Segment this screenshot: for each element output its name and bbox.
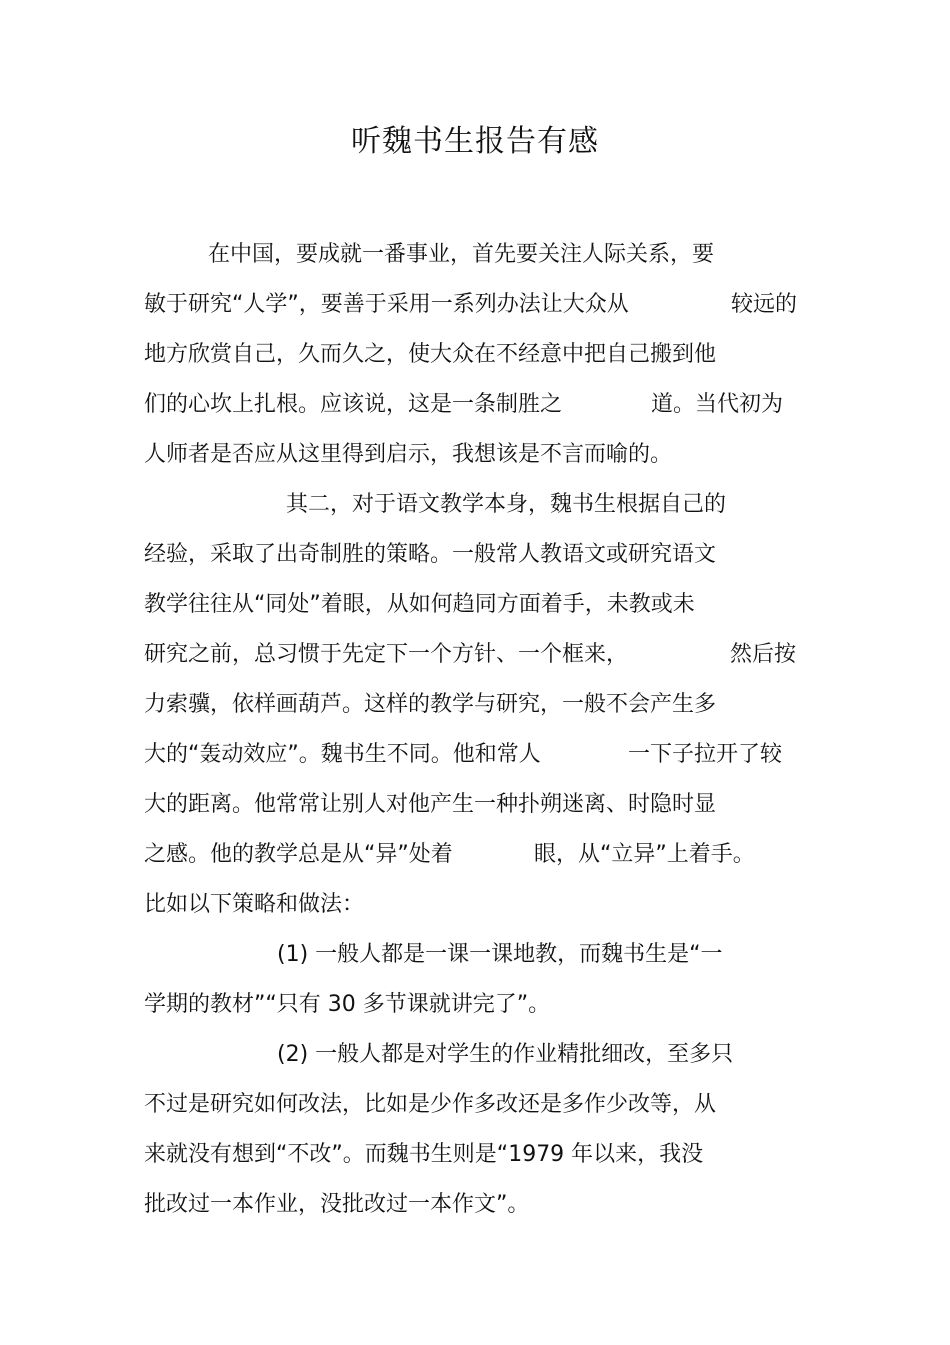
- text-line: 来就没有想到“不改”。而魏书生则是“1979 年以来，我没: [144, 1142, 704, 1167]
- text-line: 地方欣赏自己，久而久之，使大众在不经意中把自己搬到他: [144, 342, 717, 367]
- text-line: 教学往往从“同处”着眼，从如何趋同方面着手，未教或未: [144, 592, 695, 617]
- text-line: 一下子拉开了较: [628, 742, 783, 767]
- text-line: 在中国，要成就一番事业，首先要关注人际关系，要: [208, 242, 715, 267]
- text-line: 然后按: [730, 642, 797, 667]
- text-line: 眼，从“立异”上着手。: [534, 842, 755, 867]
- text-line: 敏于研究“人学”，要善于采用一系列办法让大众从: [144, 292, 629, 317]
- text-line: 之感。他的教学总是从“异”处着: [144, 842, 453, 867]
- text-line: 们的心坎上扎根。应该说，这是一条制胜之: [144, 392, 563, 417]
- text-line: 比如以下策略和做法：: [144, 892, 365, 917]
- text-line: (2) 一般人都是对学生的作业精批细改，至多只: [277, 1042, 734, 1067]
- text-line: 较远的: [731, 292, 798, 317]
- text-line: 道。当代初为: [651, 392, 784, 417]
- text-line: 学期的教材”“只有 30 多节课就讲完了”。: [144, 992, 551, 1017]
- text-line: 大的距离。他常常让别人对他产生一种扑朔迷离、时隐时显: [144, 792, 717, 817]
- text-line: 经验，采取了出奇制胜的策略。一般常人教语文或研究语文: [144, 542, 717, 567]
- text-line: (1) 一般人都是一课一课地教，而魏书生是“一: [277, 942, 723, 967]
- text-line: 不过是研究如何改法，比如是少作多改还是多作少改等，从: [144, 1092, 717, 1117]
- text-line: 其二，对于语文教学本身，魏书生根据自己的: [286, 492, 727, 517]
- text-line: 力索骥，依样画葫芦。这样的教学与研究，一般不会产生多: [144, 692, 717, 717]
- text-line: 人师者是否应从这里得到启示，我想该是不言而喻的。: [144, 442, 673, 467]
- text-line: 批改过一本作业，没批改过一本作文”。: [144, 1192, 530, 1217]
- document-title: 听魏书生报告有感: [351, 124, 599, 159]
- text-line: 研究之前，总习惯于先定下一个方针、一个框来，: [144, 642, 629, 667]
- text-line: 大的“轰动效应”。魏书生不同。他和常人: [144, 742, 541, 767]
